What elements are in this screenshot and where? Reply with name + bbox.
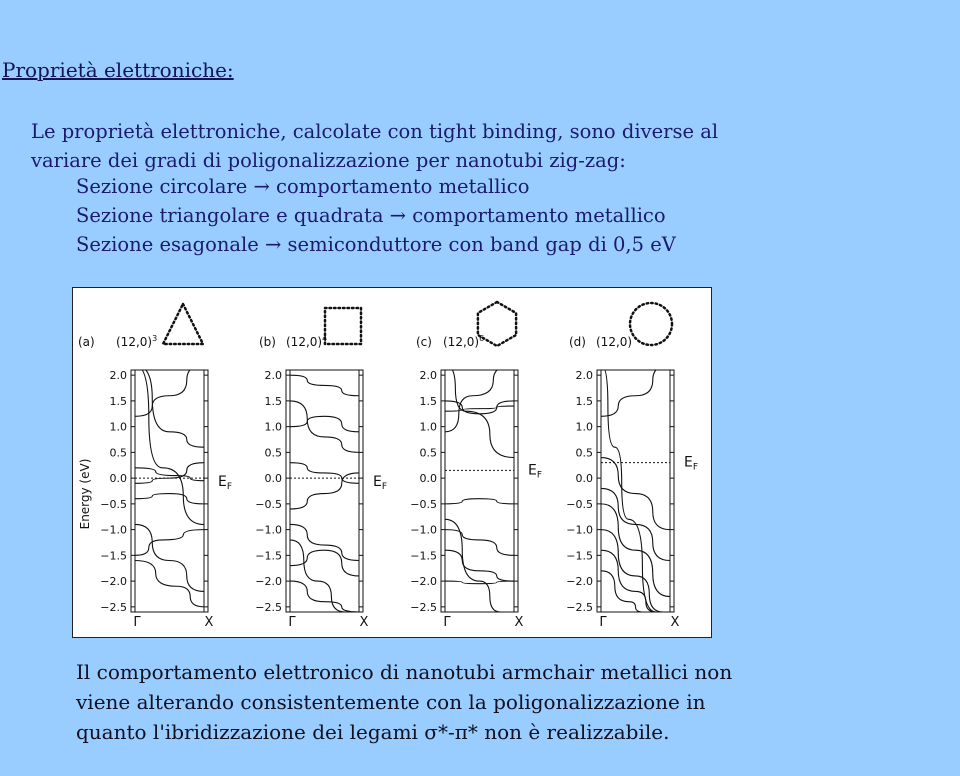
- band-line: [135, 530, 204, 556]
- y-tick-label: −1.5: [255, 549, 282, 563]
- band-structure-figure: [72, 287, 712, 638]
- panel-letter: (c): [416, 335, 432, 349]
- panel-circle: [566, 303, 698, 630]
- y-tick-label: 2.0: [419, 369, 437, 383]
- panel-tube-superscript: 6: [479, 334, 485, 343]
- band-line: [290, 550, 359, 576]
- y-tick-label: −2.5: [255, 600, 282, 614]
- band-line: [290, 416, 359, 431]
- y-tick-label: 0.5: [419, 446, 437, 460]
- y-tick-label: −2.5: [410, 600, 437, 614]
- band-line: [135, 561, 204, 607]
- caption-line: quanto l'ibridizzazione dei legami σ*-π* non è realizzabile.: [76, 720, 670, 744]
- band-line: [290, 581, 359, 612]
- panel-square: [255, 308, 387, 630]
- fermi-label: $E_F$: [684, 454, 699, 473]
- slide-title: Proprietà elettroniche:: [2, 58, 234, 82]
- intro-line: variare dei gradi di poligonalizzazione per nanotubi zig-zag:: [31, 149, 626, 172]
- fermi-subscript: F: [381, 482, 388, 493]
- y-tick-label: −1.5: [410, 549, 437, 563]
- y-tick-label: −1.0: [566, 523, 593, 537]
- panel-letter: (a): [78, 335, 95, 349]
- panel-frame: [131, 370, 208, 612]
- y-tick-label: −2.0: [255, 575, 282, 589]
- y-tick-label: 0.0: [264, 472, 282, 486]
- k-label-gamma: Γ: [288, 615, 296, 630]
- fermi-subscript: F: [226, 482, 233, 493]
- band-line: [601, 550, 656, 612]
- bullet-triangular-square: Sezione triangolare e quadrata → comportamento metallico: [76, 204, 666, 227]
- band-line: [290, 401, 359, 452]
- circle-icon: [630, 303, 672, 345]
- y-tick-label: 2.0: [575, 369, 593, 383]
- caption-text: [76, 657, 936, 747]
- y-tick-label: 1.5: [419, 394, 437, 408]
- bullet-hexagonal: Sezione esagonale → semiconduttore con band gap di 0,5 eV: [76, 233, 676, 256]
- panel-tube-label: (12,0): [596, 335, 633, 349]
- k-label-gamma: Γ: [599, 615, 607, 630]
- k-label-x: X: [204, 615, 214, 630]
- y-tick-label: 2.0: [109, 369, 127, 383]
- band-line: [135, 494, 204, 504]
- y-tick-label: 0.0: [109, 472, 127, 486]
- y-tick-label: −0.5: [100, 497, 127, 511]
- band-line: [601, 365, 670, 416]
- k-label-x: X: [514, 615, 524, 630]
- band-line: [601, 504, 670, 597]
- y-tick-label: −0.5: [255, 497, 282, 511]
- band-line: [290, 473, 359, 509]
- band-line: [290, 463, 359, 484]
- intro-line: Le proprietà elettroniche, calcolate con tight binding, sono diverse al: [31, 120, 719, 143]
- triangle-icon: [163, 304, 203, 344]
- fermi-label: $E_F$: [373, 474, 388, 493]
- y-tick-label: −1.5: [566, 549, 593, 563]
- band-line: [601, 530, 663, 612]
- intro-text: [31, 117, 931, 175]
- square-icon: [325, 308, 361, 344]
- y-tick-label: −2.0: [566, 575, 593, 589]
- band-line: [445, 365, 514, 432]
- y-tick-label: −2.0: [100, 575, 127, 589]
- y-tick-label: 0.0: [419, 472, 437, 486]
- band-line: [290, 524, 359, 560]
- k-label-x: X: [670, 615, 680, 630]
- y-tick-label: 0.5: [264, 446, 282, 460]
- band-line: [135, 524, 204, 591]
- panel-letter: (d): [569, 335, 586, 349]
- panel-tube-label: $(12,0)^3$: [116, 334, 158, 349]
- band-line: [445, 519, 500, 612]
- y-tick-label: −1.0: [100, 523, 127, 537]
- panel-letter: (b): [259, 335, 276, 349]
- k-label-gamma: Γ: [443, 615, 451, 630]
- fermi-subscript: F: [692, 462, 699, 473]
- y-tick-label: −2.0: [410, 575, 437, 589]
- band-line: [601, 458, 670, 530]
- band-line: [135, 468, 204, 481]
- y-tick-label: −0.5: [566, 497, 593, 511]
- y-tick-label: 1.0: [264, 420, 282, 434]
- k-label-gamma: Γ: [133, 615, 141, 630]
- y-tick-label: −1.5: [100, 549, 127, 563]
- band-line: [135, 365, 204, 525]
- y-tick-label: 0.0: [575, 472, 593, 486]
- y-tick-label: 1.5: [575, 394, 593, 408]
- band-line: [445, 406, 514, 411]
- y-tick-label: 1.5: [109, 394, 127, 408]
- y-tick-label: 0.5: [109, 446, 127, 460]
- y-tick-label: 1.5: [264, 394, 282, 408]
- band-line: [445, 499, 514, 504]
- y-tick-label: −1.0: [255, 523, 282, 537]
- fermi-subscript: F: [536, 470, 543, 481]
- fermi-label: $E_F$: [218, 474, 233, 493]
- panel-tube-superscript: 3: [152, 334, 158, 343]
- y-tick-label: 2.0: [264, 369, 282, 383]
- y-tick-label: −1.0: [410, 523, 437, 537]
- band-structure-plots: [73, 288, 711, 637]
- y-tick-label: 1.0: [419, 420, 437, 434]
- band-line: [445, 401, 514, 414]
- fermi-label: $E_F$: [528, 462, 543, 481]
- y-axis-label: Energy (eV): [78, 458, 92, 530]
- hexagon-icon: [478, 302, 516, 346]
- panel-tube-label: $(12,0)^4$: [286, 334, 328, 349]
- panel-tube-superscript: 4: [322, 334, 328, 343]
- y-tick-label: −0.5: [410, 497, 437, 511]
- y-tick-label: 1.0: [109, 420, 127, 434]
- panel-triangle: [78, 304, 232, 630]
- caption-line: Il comportamento elettronico di nanotubi armchair metallici non: [76, 660, 733, 684]
- caption-line: viene alterando consistentemente con la poligonalizzazione in: [76, 690, 706, 714]
- y-tick-label: −2.5: [566, 600, 593, 614]
- y-tick-label: 1.0: [575, 420, 593, 434]
- y-tick-label: −2.5: [100, 600, 127, 614]
- band-line: [135, 365, 204, 416]
- band-line: [290, 375, 359, 396]
- bullet-circular: Sezione circolare → comportamento metallico: [76, 175, 530, 198]
- k-label-x: X: [359, 615, 369, 630]
- y-tick-label: 0.5: [575, 446, 593, 460]
- panel-tube-label: $(12,0)^6$: [443, 334, 485, 349]
- panel-hexagon: [410, 302, 542, 630]
